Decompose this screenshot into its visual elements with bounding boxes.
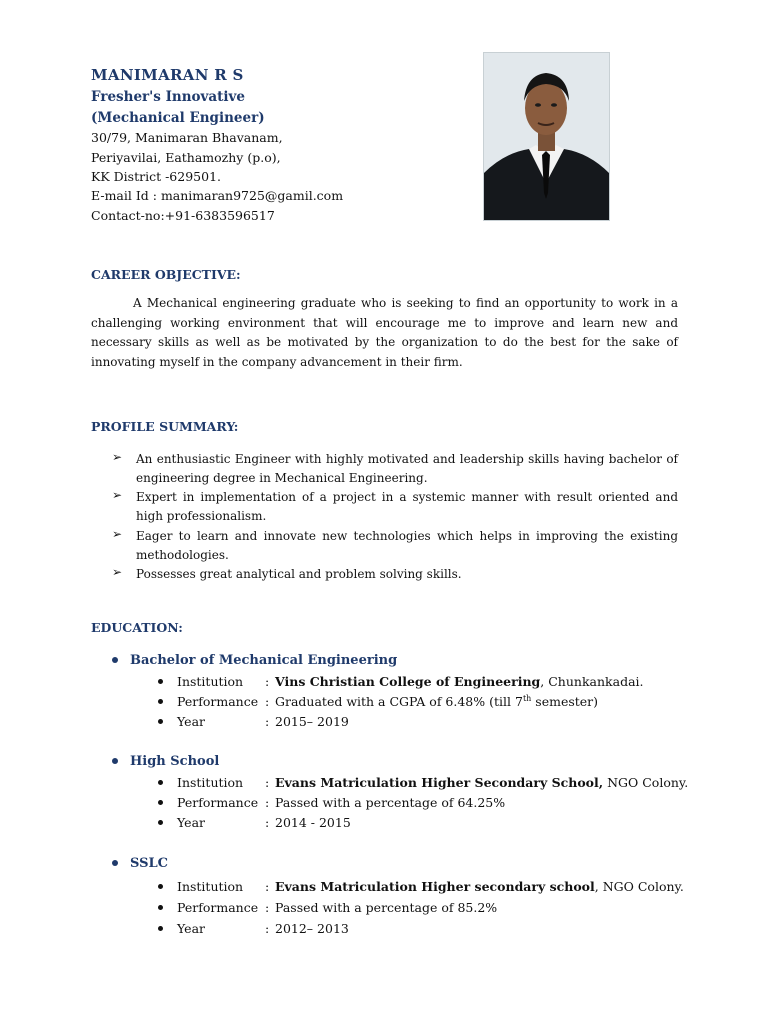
bullet-icon: [158, 679, 163, 684]
education-institution-row: Institution : Evans Matriculation Higher secondary school, NGO Colony.: [158, 879, 684, 894]
education-title: SSLC: [112, 856, 168, 871]
bullet-icon: [158, 699, 163, 704]
address-line: Periyavilai, Eathamozhy (p.o),: [91, 150, 281, 165]
subtitle-role: (Mechanical Engineer): [91, 110, 265, 126]
career-objective-text: A Mechanical engineering graduate who is seeking to find an opportunity to work in a challenging working environment that will encourage me to improve and learn new and necessary skills as well as be motivated by the organization to do the best for the sake of innovating myself in the company advancement in their firm.: [91, 296, 678, 369]
contact-line: Contact-no:+91-6383596517: [91, 208, 275, 223]
education-heading: EDUCATION:: [91, 620, 183, 635]
arrow-bullet-icon: ➢: [112, 527, 123, 541]
arrow-bullet-icon: ➢: [112, 488, 123, 502]
education-institution-row: Institution : Evans Matriculation Higher Secondary School, NGO Colony.: [158, 775, 688, 790]
subtitle-fresher: Fresher's Innovative: [91, 89, 245, 105]
bullet-icon: [112, 657, 118, 663]
education-title: Bachelor of Mechanical Engineering: [112, 653, 397, 668]
profile-item: ➢ Eager to learn and innovate new technologies which helps in improving the existing methodologies.: [112, 527, 678, 562]
profile-summary-heading: PROFILE SUMMARY:: [91, 419, 239, 434]
address-line: 30/79, Manimaran Bhavanam,: [91, 130, 283, 145]
bullet-icon: [158, 719, 163, 724]
arrow-bullet-icon: ➢: [112, 565, 123, 579]
bullet-icon: [112, 758, 118, 764]
bullet-icon: [158, 780, 163, 785]
bullet-icon: [158, 884, 163, 889]
education-performance-row: Performance : Passed with a percentage of 64.25%: [158, 795, 505, 810]
address-line: KK District -629501.: [91, 169, 221, 184]
email-line: E-mail Id : manimaran9725@gamil.com: [91, 188, 344, 203]
portrait-image: [484, 53, 609, 220]
bullet-icon: [158, 800, 163, 805]
bullet-icon: [158, 905, 163, 910]
bullet-icon: [158, 926, 163, 931]
bullet-icon: [112, 860, 118, 866]
education-institution-row: Institution : Vins Christian College of Engineering, Chunkankadai.: [158, 674, 644, 689]
profile-photo: [483, 52, 610, 221]
profile-item: ➢ Possesses great analytical and problem solving skills.: [112, 565, 462, 581]
candidate-name: MANIMARAN R S: [91, 66, 244, 84]
profile-item: ➢ An enthusiastic Engineer with highly motivated and leadership skills having bachelor of engineering degree in Mechanical Engineering.: [112, 450, 678, 485]
education-year-row: Year : 2015– 2019: [158, 714, 349, 729]
education-title: High School: [112, 754, 219, 769]
education-year-row: Year : 2014 - 2015: [158, 815, 351, 830]
education-performance-row: Performance : Passed with a percentage of 85.2%: [158, 900, 497, 915]
education-performance-row: Performance : Graduated with a CGPA of 6.48% (till 7th semester): [158, 694, 598, 709]
education-year-row: Year : 2012– 2013: [158, 921, 349, 936]
career-objective-heading: CAREER OBJECTIVE:: [91, 267, 241, 282]
arrow-bullet-icon: ➢: [112, 450, 123, 464]
bullet-icon: [158, 820, 163, 825]
profile-item: ➢ Expert in implementation of a project in a systemic manner with result oriented and high professionalism.: [112, 488, 678, 523]
